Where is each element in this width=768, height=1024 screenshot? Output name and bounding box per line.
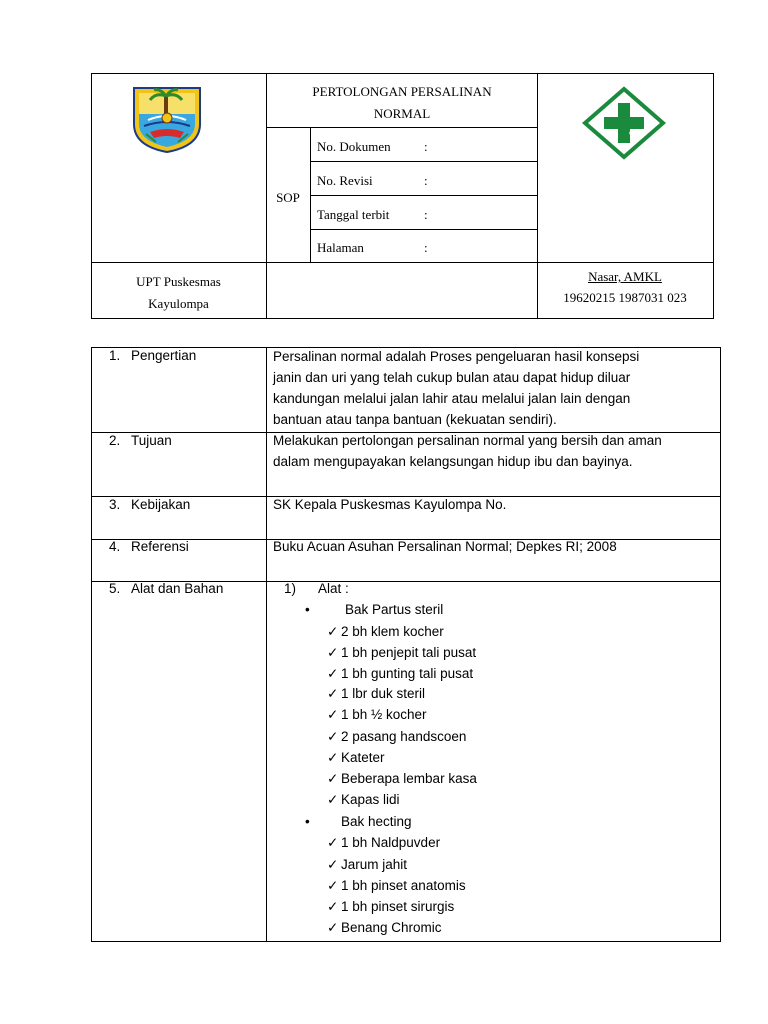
unit-name-line2: Kayulompa <box>148 296 209 311</box>
alat-item: 1 bh pinset sirurgis <box>341 899 455 914</box>
doc-title-line2: NORMAL <box>373 106 431 121</box>
check-icon: ✓ <box>327 645 339 660</box>
section-number: 3. <box>109 497 121 512</box>
header-border-bottom <box>91 318 714 319</box>
kebijakan-text: SK Kepala Puskesmas Kayulompa No. <box>273 497 507 512</box>
alat-sub-number: 1) <box>284 581 297 596</box>
tujuan-line: dalam mengupayakan kelangsungan hidup ibu dan bayinya. <box>273 454 633 469</box>
pengertian-line: kandungan melalui jalan lahir atau melalui jalan lain dengan <box>273 391 631 406</box>
header-border-right <box>713 73 714 319</box>
sop-label: SOP <box>276 190 300 205</box>
check-icon: ✓ <box>327 899 339 914</box>
field-label-no-dokumen: No. Dokumen <box>317 139 391 154</box>
header-border-top <box>91 73 714 74</box>
section-label-kebijakan: Kebijakan <box>131 497 191 512</box>
alat-item: Kateter <box>341 750 385 765</box>
alat-item: 1 bh Naldpuvder <box>341 835 441 850</box>
check-icon: ✓ <box>327 878 339 893</box>
group-title-bak-hecting: Bak hecting <box>341 814 412 829</box>
content-column-divider <box>266 347 267 942</box>
pengertian-text <box>273 346 718 430</box>
puskesmas-logo-icon <box>582 86 666 165</box>
signer-name: Nasar, AMKL <box>588 269 662 284</box>
check-icon: ✓ <box>327 666 339 681</box>
alat-item: Benang Chromic <box>341 920 442 935</box>
field-divider-2 <box>310 195 538 196</box>
alat-item: Jarum jahit <box>341 857 408 872</box>
check-icon: ✓ <box>327 729 339 744</box>
check-icon: ✓ <box>327 835 339 850</box>
field-sep: : <box>424 139 428 154</box>
section-label-alat-dan-bahan: Alat dan Bahan <box>131 581 224 596</box>
field-label-tanggal-terbit: Tanggal terbit <box>317 207 390 222</box>
signer-nip: 19620215 1987031 023 <box>563 290 687 305</box>
section-label-tujuan: Tujuan <box>131 433 172 448</box>
regional-emblem-icon <box>130 84 204 159</box>
tujuan-line: Melakukan pertolongan persalinan normal yang bersih dan aman <box>273 433 662 448</box>
alat-item: 1 bh ½ kocher <box>341 707 427 722</box>
field-sep: : <box>424 207 428 222</box>
bullet-icon: • <box>305 814 310 829</box>
content-border-right <box>720 347 721 942</box>
referensi-text: Buku Acuan Asuhan Persalinan Normal; Depkes RI; 2008 <box>273 539 617 554</box>
check-icon: ✓ <box>327 686 339 701</box>
check-icon: ✓ <box>327 771 339 786</box>
content-border-left <box>91 347 92 942</box>
bullet-icon: • <box>305 602 310 617</box>
pengertian-line: bantuan atau tanpa bantuan (kekuatan sendiri). <box>273 412 557 427</box>
section-label-pengertian: Pengertian <box>131 348 197 363</box>
check-icon: ✓ <box>327 920 339 935</box>
tujuan-text <box>273 430 718 472</box>
check-icon: ✓ <box>327 750 339 765</box>
alat-item: 2 pasang handscoen <box>341 729 467 744</box>
alat-sub-label: Alat : <box>318 581 349 596</box>
field-label-halaman: Halaman <box>317 240 364 255</box>
content-border-bottom <box>91 941 721 942</box>
check-icon: ✓ <box>327 624 339 639</box>
field-sep: : <box>424 173 428 188</box>
field-sep: : <box>424 240 428 255</box>
alat-item: 1 bh penjepit tali pusat <box>341 645 477 660</box>
alat-item: Beberapa lembar kasa <box>341 771 477 786</box>
alat-item: Kapas lidi <box>341 792 400 807</box>
title-divider <box>266 127 538 128</box>
alat-item: 1 lbr duk steril <box>341 686 426 701</box>
check-icon: ✓ <box>327 792 339 807</box>
pengertian-line: janin dan uri yang telah cukup bulan atau dapat hidup diluar <box>273 370 631 385</box>
section-number: 1. <box>109 348 121 363</box>
section-number: 2. <box>109 433 121 448</box>
doc-title-line1: PERTOLONGAN PERSALINAN <box>312 84 492 99</box>
section-number: 4. <box>109 539 121 554</box>
section-label-referensi: Referensi <box>131 539 189 554</box>
section-number: 5. <box>109 581 121 596</box>
pengertian-line: Persalinan normal adalah Proses pengeluaran hasil konsepsi <box>273 349 640 364</box>
field-divider-1 <box>310 161 538 162</box>
alat-item: 1 bh pinset anatomis <box>341 878 466 893</box>
check-icon: ✓ <box>327 857 339 872</box>
alat-item: 1 bh gunting tali pusat <box>341 666 474 681</box>
header-divider-row <box>91 262 714 263</box>
group-title-bak-partus: Bak Partus steril <box>345 602 444 617</box>
field-divider-3 <box>310 229 538 230</box>
unit-name-line1: UPT Puskesmas <box>136 274 221 289</box>
alat-item: 2 bh klem kocher <box>341 624 444 639</box>
check-icon: ✓ <box>327 707 339 722</box>
field-label-no-revisi: No. Revisi <box>317 173 373 188</box>
